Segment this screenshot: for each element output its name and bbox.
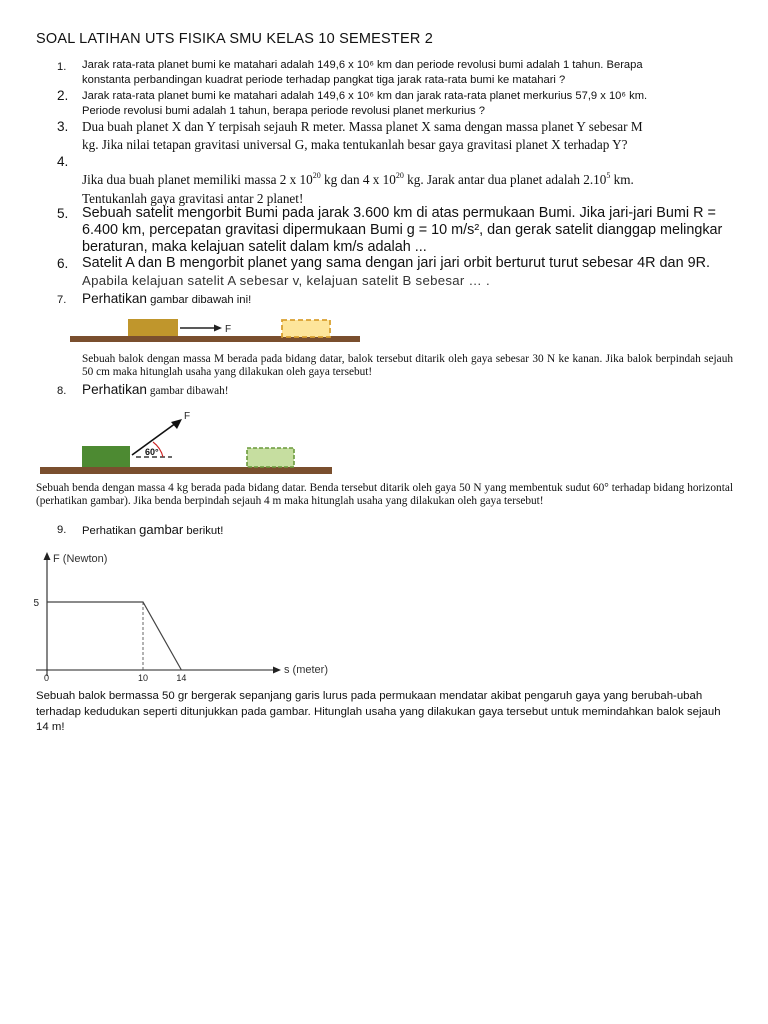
y-tick-label: 5 bbox=[33, 598, 39, 609]
question-9 bbox=[82, 521, 223, 539]
question-8 bbox=[82, 381, 229, 399]
force-arrowhead bbox=[214, 325, 222, 332]
question-text: berikut! bbox=[183, 525, 224, 537]
block-displaced bbox=[247, 448, 294, 467]
exponent: 20 bbox=[395, 171, 404, 180]
question-3 bbox=[82, 118, 732, 154]
y-axis-arrowhead bbox=[44, 552, 51, 560]
question-7 bbox=[82, 290, 251, 308]
question-text: kg dan 4 x 10 bbox=[320, 172, 396, 187]
question-number: 7. bbox=[57, 294, 67, 306]
question-5 bbox=[82, 205, 732, 256]
question-6 bbox=[82, 255, 732, 289]
x-axis-arrowhead bbox=[273, 667, 281, 674]
exponent: 5 bbox=[606, 171, 611, 180]
question-text: kg. Jarak antar dua planet adalah 2.10 bbox=[403, 172, 607, 187]
question-text: Perhatikan bbox=[82, 291, 147, 306]
question-text: gambar dibawah! bbox=[147, 385, 229, 397]
x-tick-label: 14 bbox=[176, 673, 187, 683]
question-line: beraturan, maka kelajuan satelit dalam km/s adalah ... bbox=[82, 239, 427, 255]
block bbox=[128, 319, 178, 336]
question-number: 2. bbox=[57, 88, 69, 103]
block bbox=[82, 446, 130, 467]
question-line: Jarak rata-rata planet bumi ke matahari adalah 149,6 x 10⁶ km dan jarak rata-rata planet merkurius 57,9 x 10⁶ km. bbox=[82, 90, 648, 102]
force-arrowhead bbox=[171, 419, 182, 429]
question-4 bbox=[82, 170, 732, 208]
question-number: 1. bbox=[57, 61, 67, 73]
exponent: 20 bbox=[312, 171, 321, 180]
question-text: km. bbox=[610, 172, 634, 187]
question-number: 6. bbox=[57, 256, 69, 271]
x-tick-label: 0 bbox=[44, 673, 50, 683]
y-axis-label: F (Newton) bbox=[53, 553, 108, 565]
question-line: Jarak rata-rata planet bumi ke matahari adalah 149,6 x 10⁶ km dan periode revolusi bumi adalah 1 tahun. Berapa bbox=[82, 59, 643, 71]
question-number: 5. bbox=[57, 206, 69, 221]
force-label: F bbox=[184, 411, 191, 422]
question-2 bbox=[82, 89, 732, 118]
question-1 bbox=[82, 58, 732, 87]
question-line: konstanta perbandingan kuadrat periode terhadap pangkat tiga jarak rata-rata bumi ke matahari ? bbox=[82, 73, 566, 86]
question-line: 6.400 km, percepatan gravitasi dipermukaan Bumi g = 10 m/s², dan gerak satelit dianggap melingkar bbox=[82, 222, 723, 238]
question-number: 8. bbox=[57, 385, 67, 397]
angle-label: 60° bbox=[145, 447, 159, 457]
question-line: Satelit A dan B mengorbit planet yang sama dengan jari jari orbit berturut turut sebesar 4R dan 9R. bbox=[82, 255, 710, 271]
question-text: Jika dua buah planet memiliki massa 2 x 10 bbox=[82, 172, 313, 187]
question-number: 9. bbox=[57, 524, 67, 536]
figure-angled-force bbox=[40, 405, 340, 481]
question-number: 4. bbox=[57, 154, 69, 169]
question-7-caption: Sebuah balok dengan massa M berada pada bidang datar, balok tersebut ditarik oleh gaya sebesar 30 N ke kanan. Jika balok berpindah sejauh 50 cm maka hitunglah usaha yang dilakukan oleh gaya tersebut! bbox=[82, 353, 733, 378]
floor bbox=[40, 467, 332, 474]
question-8-caption: Sebuah benda dengan massa 4 kg berada pada bidang datar. Benda tersebut ditarik oleh gaya 50 N yang membentuk sudut 60° terhadap bidang horizontal (perhatikan gambar). Jika benda berpindah sejauh 4 m maka hitunglah usaha yang dilakukan oleh gaya tersebut! bbox=[36, 482, 733, 507]
figure-horizontal-force bbox=[70, 312, 370, 348]
question-text: gambar dibawah ini! bbox=[147, 294, 252, 306]
x-axis-label: s (meter) bbox=[284, 664, 328, 676]
question-line: Tentukanlah gaya gravitasi antar 2 planet! bbox=[82, 191, 304, 206]
data-line bbox=[47, 602, 181, 670]
force-displacement-chart bbox=[0, 540, 360, 685]
question-text: Perhatikan bbox=[82, 382, 147, 397]
question-line: Periode revolusi bumi adalah 1 tahun, berapa periode revolusi planet merkurius ? bbox=[82, 104, 485, 117]
question-line: Apabila kelajuan satelit A sebesar v, kelajuan satelit B sebesar … . bbox=[82, 273, 490, 288]
question-line bbox=[82, 170, 732, 189]
block-displaced bbox=[282, 320, 330, 337]
question-number: 3. bbox=[57, 119, 69, 134]
question-text: Perhatikan bbox=[82, 525, 140, 537]
question-9-caption: Sebuah balok bermassa 50 gr bergerak sepanjang garis lurus pada permukaan mendatar akibat pengaruh gaya yang berubah-ubah terhadap kedudukan seperti ditunjukkan pada gambar. Hitunglah usaha yang dilakukan gaya tersebut untuk memindahkan balok sejauh 14 m! bbox=[36, 690, 721, 733]
x-tick-label: 10 bbox=[137, 673, 149, 683]
force-label: F bbox=[225, 324, 232, 335]
question-line: kg. Jika nilai tetapan gravitasi universal G, maka tentukanlah besar gaya gravitasi planet X terhadap Y? bbox=[82, 137, 628, 152]
question-line: Sebuah satelit mengorbit Bumi pada jarak 3.600 km di atas permukaan Bumi. Jika jari-jari Bumi R = bbox=[82, 205, 716, 221]
question-line: Dua buah planet X dan Y terpisah sejauh R meter. Massa planet X sama dengan massa planet Y sebesar M bbox=[82, 119, 643, 134]
question-text: gambar bbox=[139, 522, 184, 537]
page-title: SOAL LATIHAN UTS FISIKA SMU KELAS 10 SEMESTER 2 bbox=[36, 31, 433, 47]
